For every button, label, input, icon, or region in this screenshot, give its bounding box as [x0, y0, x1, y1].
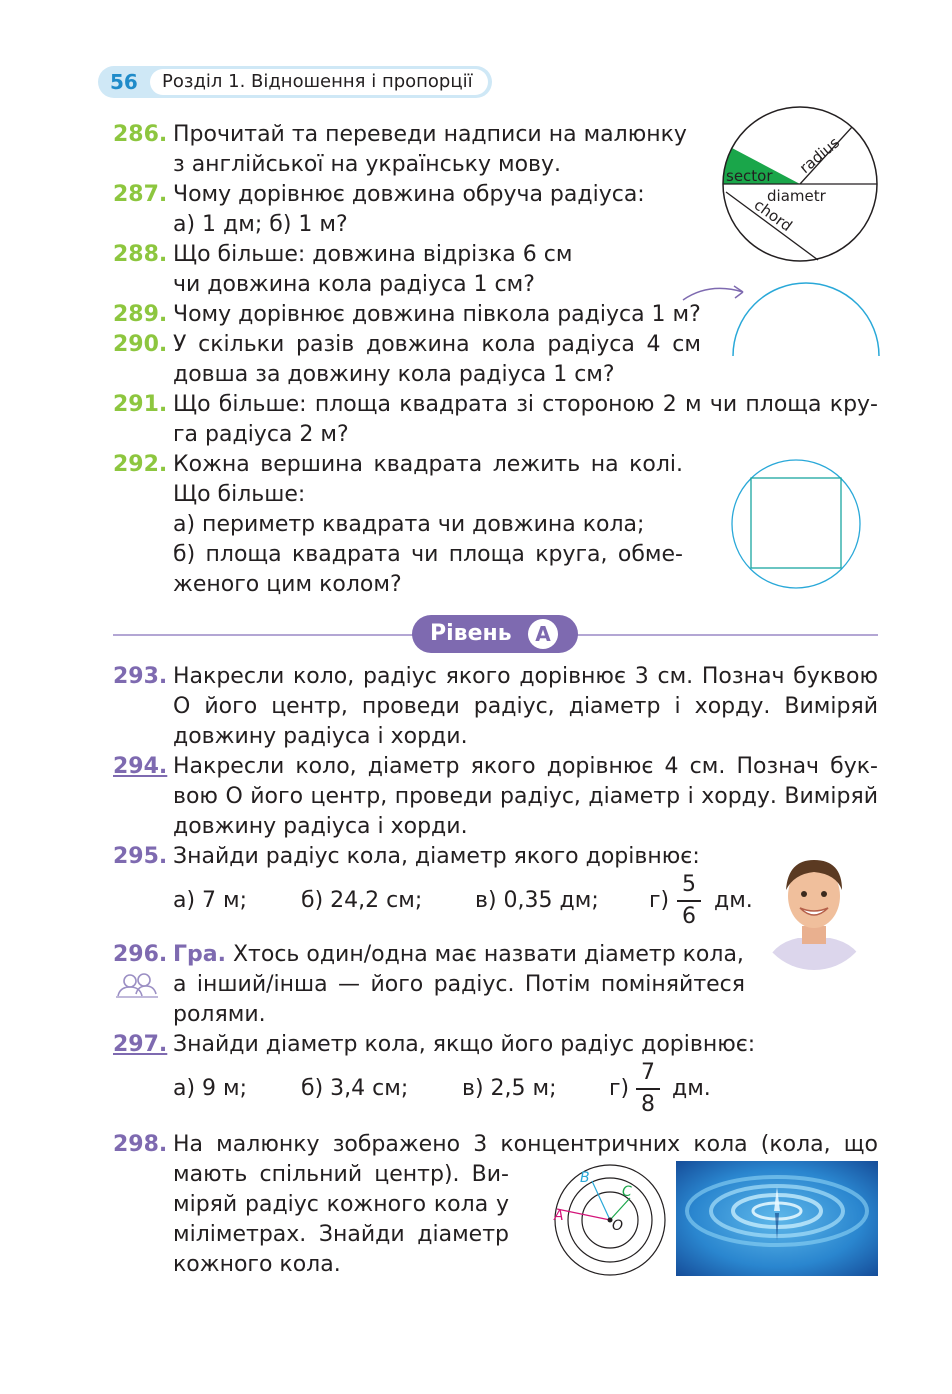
label-b: B [580, 1170, 590, 1186]
problem-text: Що більше: [173, 482, 306, 507]
fraction-denominator: 8 [641, 1091, 655, 1117]
option-b: б) 24,2 см; [301, 888, 423, 913]
problem-text: чи довжина кола радіуса 1 см? [173, 272, 535, 297]
problem-number: 291. [113, 392, 168, 417]
page-number: 56 [110, 70, 138, 94]
problem-text: довша за довжину кола радіуса 1 см? [173, 362, 615, 387]
problem-text: б) площа квадрата чи площа круга, обме- [173, 542, 683, 567]
problem-text: а) периметр квадрата чи довжина кола; [173, 512, 645, 537]
fraction-numerator: 5 [682, 872, 696, 897]
unit: дм. [714, 888, 753, 913]
problem-text: Кожна вершина квадрата лежить на колі. [173, 452, 683, 477]
semicircle-arc [733, 283, 879, 356]
radius-label: radius [796, 133, 844, 178]
problem-text: Накресли коло, радіус якого дорівнює 3 см. Познач буквою [173, 664, 878, 689]
problem-number: 292. [113, 452, 168, 477]
option-d: г) [649, 888, 670, 913]
problem-number: 294. [113, 754, 168, 779]
fraction-numerator: 7 [641, 1060, 655, 1085]
fraction-bar [677, 900, 701, 902]
problem-text: а) 1 дм; б) 1 м? [173, 212, 348, 237]
arrow-head [734, 286, 743, 298]
pair-work-icon [114, 972, 160, 998]
problem-text: женого цим колом? [173, 572, 402, 597]
option-d: г) [609, 1076, 630, 1101]
option-c: в) 0,35 дм; [475, 888, 599, 913]
problem-text: На малюнку зображено 3 концентричних кола (кола, що [173, 1132, 878, 1157]
game-text: Хтось один/одна має назвати діаметр кола, [225, 942, 744, 967]
option-c: в) 2,5 м; [462, 1076, 557, 1101]
radius-b [592, 1181, 610, 1220]
option-b: б) 3,4 см; [301, 1076, 409, 1101]
problem-number: 287. [113, 182, 168, 207]
diametr-label: diametr [767, 187, 826, 205]
option-a: а) 9 м; [173, 1076, 248, 1101]
problem-number: 289. [113, 302, 168, 327]
circle-parts-figure [720, 104, 882, 266]
water-ripple-photo [676, 1161, 878, 1276]
unit: дм. [672, 1076, 711, 1101]
boy-photo [758, 852, 870, 976]
problem-text: вою O його центр, проведи радіус, діаметр і хорду. Виміряй [173, 784, 878, 809]
problem-text: з англійської на українську мову. [173, 152, 562, 177]
problem-text: Знайди радіус кола, діаметр якого дорівнює: [173, 844, 700, 869]
problem-text: Чому дорівнює довжина обруча радіуса: [173, 182, 645, 207]
arrow-curve [683, 288, 743, 300]
problem-text: міліметрах. Знайди діаметр [173, 1222, 509, 1247]
problem-text: У скільки разів довжина кола радіуса 4 см [173, 332, 701, 357]
problem-text: а інший/інша — його радіус. Потім поміняйтеся [173, 972, 745, 997]
problem-number: 297. [113, 1032, 168, 1057]
problem-text: O його центр, проведи радіус, діаметр і хорду. Виміряй [173, 694, 878, 719]
problem-text: Що більше: довжина відрізка 6 см [173, 242, 573, 267]
square-outline [751, 478, 841, 568]
problem-text [173, 940, 744, 970]
problem-text: Накресли коло, діаметр якого дорівнює 4 см. Познач бук- [173, 754, 878, 779]
problem-text: кожного кола. [173, 1252, 341, 1277]
fraction [636, 1060, 660, 1118]
problem-text: Знайди діаметр кола, якщо його радіус дорівнює: [173, 1032, 756, 1057]
fraction [677, 872, 701, 930]
chord-label: chord [750, 195, 796, 236]
problem-text: Прочитай та переведи надписи на малюнку [173, 122, 687, 147]
fraction-denominator: 6 [682, 903, 696, 929]
label-o: O [612, 1218, 624, 1234]
problem-number: 298. [113, 1132, 168, 1157]
problem-number: 288. [113, 242, 168, 267]
fraction-bar [636, 1088, 660, 1090]
level-letter: A [528, 619, 558, 649]
problem-number: 295. [113, 844, 168, 869]
semicircle-figure [675, 272, 885, 362]
inscribed-square-figure [728, 456, 864, 592]
label-a: A [554, 1208, 564, 1224]
game-label: Гра. [173, 942, 226, 967]
problem-text: довжину радіуса і хорди. [173, 724, 468, 749]
problem-text: довжину радіуса і хорди. [173, 814, 468, 839]
problem-number: 290. [113, 332, 168, 357]
label-c: C [622, 1184, 632, 1200]
problem-number: 286. [113, 122, 168, 147]
problem-text: Що більше: площа квадрата зі стороною 2 м чи площа кру- [173, 392, 878, 417]
problem-number: 293. [113, 664, 168, 689]
problem-text: га радіуса 2 м? [173, 422, 349, 447]
problem-text: міряй радіус кожного кола у [173, 1192, 509, 1217]
concentric-circles-figure [552, 1162, 668, 1278]
problem-text: мають спільний центр). Ви- [173, 1162, 509, 1187]
chapter-title: Розділ 1. Відношення і пропорції [162, 71, 473, 92]
problem-number: 296. [113, 942, 168, 967]
problem-text: Чому дорівнює довжина півкола радіуса 1 м? [173, 302, 701, 327]
option-a: а) 7 м; [173, 888, 248, 913]
radius-c [610, 1198, 630, 1220]
sector-label: sector [726, 167, 773, 185]
level-badge [412, 615, 578, 653]
level-label: Рівень [430, 621, 512, 646]
problem-text: ролями. [173, 1002, 266, 1027]
